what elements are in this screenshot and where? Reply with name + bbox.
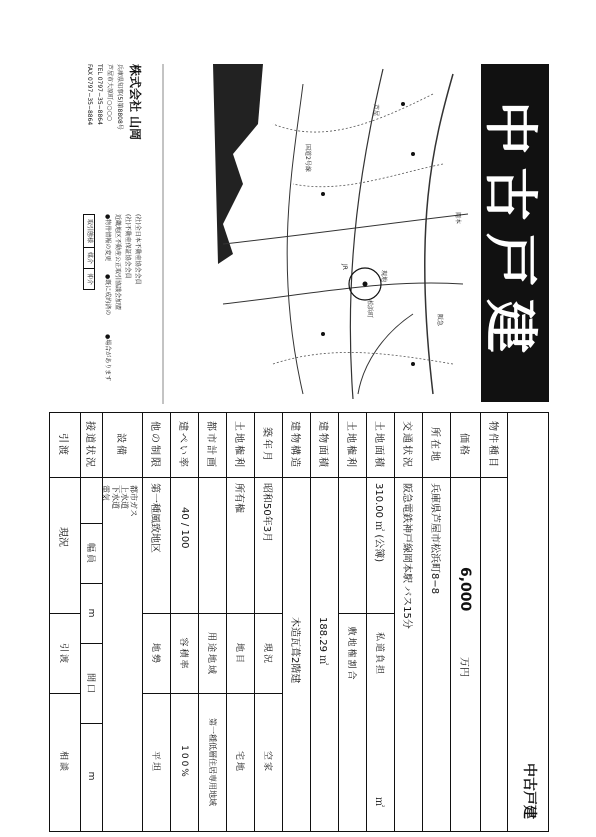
row-land-rights [338, 413, 366, 831]
facility-item: 都市ガス [129, 485, 138, 517]
row-land-status [226, 413, 254, 831]
price-unit: 万円 [458, 657, 469, 677]
access-sub2: m [81, 583, 102, 644]
notice-line: ●既に成約済の [104, 274, 111, 316]
row-label: 接道状況 [81, 413, 102, 478]
land-rights-sub: 敷地権割合 [339, 613, 366, 694]
land-sub-label: 私道負担 [367, 613, 394, 694]
row-structure [282, 413, 310, 831]
land-value: 310.00 ㎡ (公簿) [373, 483, 384, 563]
city-plan-sub1: 用途地域 [199, 613, 226, 694]
bcr-sub1: 容積率 [171, 613, 198, 694]
row-label: 物件種目 [481, 413, 508, 478]
land-status-value: 所有権 [233, 483, 244, 513]
row-other-limits [142, 413, 170, 831]
city-plan-sub2: 第一種低層住居専用地域 [199, 693, 226, 830]
bcr-value: 40 / 100 [179, 507, 190, 549]
structure-value: 木造瓦葺2階建 [289, 617, 300, 684]
row-label: 建ぺい率 [171, 413, 198, 478]
map-label: 松浜町 [366, 300, 373, 319]
row-label: 引渡 [50, 413, 80, 478]
row-handover [50, 413, 80, 831]
handover-sub1: 引渡 [50, 613, 80, 694]
transport-value: 阪急電鉄神戸線岡本駅 バス15分 [401, 483, 412, 629]
member-note: 近畿地区不動産公正取引協議会加盟 [114, 214, 121, 311]
built-sub2: 空家 [255, 693, 282, 830]
row-building-area [310, 413, 338, 831]
company-address: 芦屋市大原町○○○○ [106, 64, 113, 121]
row-label: 建物面積 [311, 413, 338, 478]
company-name: 株式会社 山岡 [128, 64, 142, 141]
access-sub1: 幅員 [81, 523, 102, 584]
location-map [149, 64, 473, 404]
location-value: 兵庫県芦屋市松浜町8−8 [429, 483, 440, 595]
facility-item: 上水道 [119, 485, 129, 509]
row-label: 価格 [451, 413, 480, 478]
license-number: 兵庫県知事(5)第8808号 [116, 64, 123, 130]
row-land [366, 413, 394, 831]
access-sub4: m [81, 723, 102, 830]
bcr-sub2: 100% [171, 693, 198, 830]
banner-title: 中古戸建 [479, 101, 543, 365]
row-label: 土地権利 [227, 413, 254, 478]
transaction-table [83, 214, 95, 290]
land-status-sub1: 地目 [227, 613, 254, 694]
map-label: 阪急 [436, 314, 443, 327]
land-sub-unit: ㎡ [373, 797, 384, 807]
other-limits-value: 第一種風致地区 [149, 483, 160, 553]
company-fax: FAX 0797−35−8864 [86, 64, 93, 126]
company-info [49, 64, 145, 404]
spec-header [507, 413, 548, 831]
facility-item: 電気 [101, 485, 111, 501]
building-area-value: 188.29 ㎡ [317, 617, 328, 666]
spec-table [49, 412, 549, 832]
land-status-sub2: 宅地 [227, 693, 254, 830]
facilities-list [101, 485, 138, 517]
row-label: 土地面積 [367, 413, 394, 478]
row-type [480, 413, 508, 831]
transaction-cell: 媒介 [83, 248, 94, 269]
transaction-cell: 取引態様 [83, 215, 94, 248]
company-tel: TEL 0797−35−8864 [96, 64, 103, 125]
notice-line: ●場合があります [104, 334, 111, 382]
row-transport [394, 413, 422, 831]
price-value: 6,000 [457, 567, 474, 612]
banner [481, 64, 549, 402]
row-location [422, 413, 450, 831]
transaction-cell: 仲介 [83, 269, 94, 290]
handover-sub2: 相談 [50, 693, 80, 830]
other-limits-sub2: 平坦 [143, 693, 170, 830]
map-label: 岡本 [454, 212, 461, 225]
built-value: 昭和50年3月 [261, 483, 272, 543]
spec-title: 中古戸建 [521, 763, 537, 819]
built-sub1: 現況 [255, 613, 282, 694]
map-label: 現地 [380, 270, 387, 283]
row-label: 築年月 [255, 413, 282, 478]
row-city-plan [198, 413, 226, 831]
member-note: (社)不動産保証協会会員 [124, 214, 131, 279]
row-label: 都市計画 [199, 413, 226, 478]
row-built [254, 413, 282, 831]
other-limits-sub1: 地勢 [143, 613, 170, 694]
access-sub3: 間口 [81, 643, 102, 724]
row-label: 他の制限 [143, 413, 170, 478]
row-label: 設備 [103, 413, 142, 478]
row-label: 交通状況 [395, 413, 422, 478]
row-facilities [102, 413, 142, 831]
row-label: 建物構造 [283, 413, 310, 478]
member-note: (社)全日本不動産協会会員 [134, 214, 141, 285]
row-price [450, 413, 480, 831]
row-label: 土地権利 [339, 413, 366, 478]
map-label: 国道2号線 [304, 144, 311, 172]
row-access [80, 413, 102, 831]
flyer-sheet [49, 64, 549, 834]
map-label: JR [341, 264, 348, 270]
handover-value: 現況 [57, 527, 69, 547]
row-label: 所在地 [423, 413, 450, 478]
map-label: 芦屋 [372, 104, 379, 117]
map-labels [149, 64, 473, 404]
notice-line: ●物件情報の変更 [104, 214, 111, 262]
facility-item: 下水道 [110, 485, 120, 509]
row-bcr [170, 413, 198, 831]
